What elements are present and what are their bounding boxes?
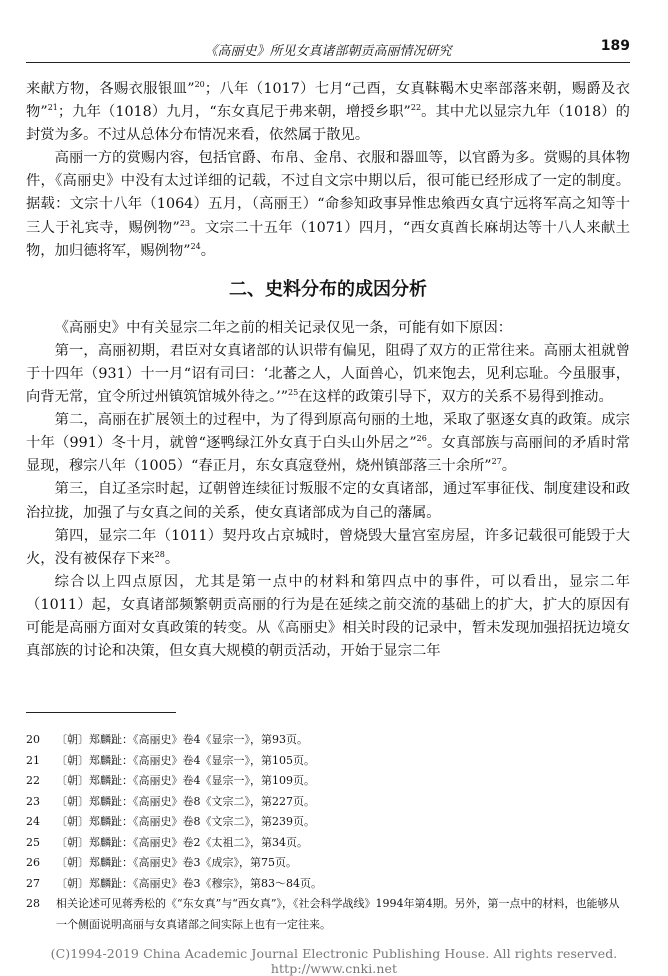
page-number: 189 — [600, 38, 630, 54]
paragraph-3: 《高丽史》中有关显宗二年之前的相关记录仅见一条，可能有如下原因： — [54, 319, 513, 336]
paragraph-1 — [26, 78, 630, 147]
footnote-item — [26, 771, 630, 792]
footnote-item — [26, 833, 630, 854]
paragraph-4 — [26, 340, 630, 409]
paragraph-8: 综合以上四点原因，尤其是第一点中的材料和第四点中的事件，可以看出，显宗二年（1011）起，女真诸部频繁朝贡高丽的行为是在延续之前交流的基础上的扩大，扩大的原因有可能是高丽方面对女真政策的转变。从《高丽史》相关时段的记录中，暂未发现加强招抚边境女真部族的讨论和决策，但女真大规模的朝贡活动，开始于显宗二年 — [26, 573, 630, 660]
footnote-number: 20 — [26, 733, 40, 746]
footnote-number: 21 — [26, 753, 40, 767]
footnote-ref-21[interactable]: 21 — [47, 103, 58, 113]
footnote-text: 〔朝〕郑麟趾：《高丽史》卷4《显宗一》，第93页。 — [56, 733, 308, 746]
footnote-ref-20[interactable]: 20 — [194, 80, 205, 90]
running-header — [26, 32, 630, 63]
paragraph-6: 第三，自辽圣宗时起，辽朝曾连续征讨叛服不定的女真诸部，通过军事征伐、制度建设和政治拉拢，加强了与女真之间的关系，使女真诸部成为自己的藩属。 — [26, 481, 630, 521]
footnote-item — [26, 894, 630, 935]
text-run: 。 — [200, 242, 216, 259]
text-run: 第二，高丽在扩展领土的过程中，为了得到原高句丽的土地，采取了驱逐女真的政策。成宗十年（991）冬十月，就曾“逐鸭绿江外女真于白头山外居之” — [26, 412, 630, 452]
main-text — [26, 78, 630, 663]
footnote-text: 〔朝〕郑麟趾：《高丽史》卷4《显宗一》，第109页。 — [56, 774, 315, 787]
section-heading: 二、史料分布的成因分析 — [229, 278, 427, 300]
footnote-item — [26, 792, 630, 813]
text-run: ；八年（1017）七月“己酉，女真靺鞨木史率部落来朝，赐爵及衣物” — [26, 81, 630, 121]
footnote-text: 〔朝〕郑麟趾：《高丽史》卷8《文宗二》，第239页。 — [56, 815, 315, 828]
footnote-item — [26, 853, 630, 874]
text-run: 。女真部族与高丽间的矛盾时常显现，穆宗八年（1005）“春正月，东女真寇登州，烧州镇部落三十余所” — [26, 435, 631, 475]
footnote-text: 〔朝〕郑麟趾：《高丽史》卷3《成宗》，第75页。 — [56, 856, 297, 869]
footnote-item — [26, 812, 630, 833]
text-run: 。 — [164, 550, 180, 567]
footnote-number: 22 — [26, 774, 40, 787]
running-title: 《高丽史》所见女真诸部朝贡高丽情况研究 — [204, 44, 452, 59]
footnote-ref-23[interactable]: 23 — [179, 218, 191, 228]
text-run: 第一，高丽初期，君臣对女真诸部的认识带有偏见，阻碍了双方的正常往来。高丽太祖就曾于十四年（931）十一月“诏有司曰：‘北蕃之人，人面兽心，饥来饱去，见利忘耻。今虽服事，向背无常，宜令所过州镇筑馆城外待之。’” — [26, 342, 630, 406]
footnote-number: 25 — [26, 835, 40, 849]
footnote-text: 〔朝〕郑麟趾：《高丽史》卷2《太祖二》，第34页。 — [56, 835, 308, 849]
footnote-ref-24[interactable]: 24 — [190, 241, 201, 251]
text-run: 。其中尤以显宗九年（1018）的封赏为多。不过从总体分布情况来看，依然属于散见。 — [26, 104, 630, 144]
paragraph-2 — [26, 147, 630, 262]
footnote-text: 〔朝〕郑麟趾：《高丽史》卷8《文宗二》，第227页。 — [56, 794, 315, 808]
footnote-number: 24 — [26, 815, 40, 828]
text-run: 高丽一方的赏赐内容，包括官爵、布帛、金帛、衣服和器皿等，以官爵为多。赏赐的具体物件，《高丽史》中没有太过详细的记载，不过自文宗中期以后，很可能已经形成了一定的制度。据载：文宗十八年（1064）五月，（高丽王）“命参知政事异惟忠飨西女真宁远将军高之知等十三人于礼宾寺，赐例物” — [26, 150, 630, 236]
footnote-number: 26 — [26, 856, 40, 869]
text-run: 来献方物，各赐衣服银皿” — [26, 81, 195, 97]
footnote-ref-26[interactable]: 26 — [416, 434, 427, 444]
footnote-text: 相关论述可见蒋秀松的《“东女真”与“西女真”》，《社会科学战线》1994年第4期。另外，第一点中的材料，也能够从一个侧面说明高丽与女真诸部之间实际上也有一定往来。 — [56, 897, 620, 931]
footnote-item — [26, 751, 630, 772]
footnote-ref-27[interactable]: 27 — [491, 457, 502, 467]
footnotes — [26, 730, 630, 935]
footnote-item — [26, 730, 630, 751]
footnote-number: 23 — [26, 794, 40, 808]
text-run: 。文宗二十五年（1071）四月，“西女真酋长麻胡达等十八人来献土物，加归德将军，赐例物” — [26, 219, 630, 259]
text-run: 第四，显宗二年（1011）契丹攻占京城时，曾烧毁大量宫室房屋，许多记载很可能毁于大火，没有被保存下来 — [26, 527, 630, 567]
footnote-ref-25[interactable]: 25 — [288, 388, 299, 398]
paragraph-5 — [26, 409, 630, 478]
footnote-divider — [26, 712, 176, 713]
footnote-text: 〔朝〕郑麟趾：《高丽史》卷4《显宗一》，第105页。 — [56, 753, 315, 767]
footnote-item — [26, 874, 630, 895]
text-run: ；九年（1018）九月，“东女真尼于弗来朝，增授乡职” — [57, 104, 411, 121]
paragraph-7 — [26, 525, 630, 571]
footnote-ref-22[interactable]: 22 — [410, 103, 422, 113]
footnote-text: 〔朝〕郑麟趾：《高丽史》卷3《穆宗》，第83～84页。 — [56, 876, 322, 890]
footnote-number: 28 — [26, 897, 40, 910]
text-run: 。 — [501, 458, 517, 475]
footnote-ref-28[interactable]: 28 — [154, 549, 165, 559]
text-run: 在这样的政策引导下，双方的关系不易得到推动。 — [298, 389, 613, 406]
footnote-number: 27 — [26, 876, 40, 890]
copyright-notice: (C)1994-2019 China Academic Journal Electronic Publishing House. All rights reserved. http://www.cnki.net — [50, 946, 618, 976]
